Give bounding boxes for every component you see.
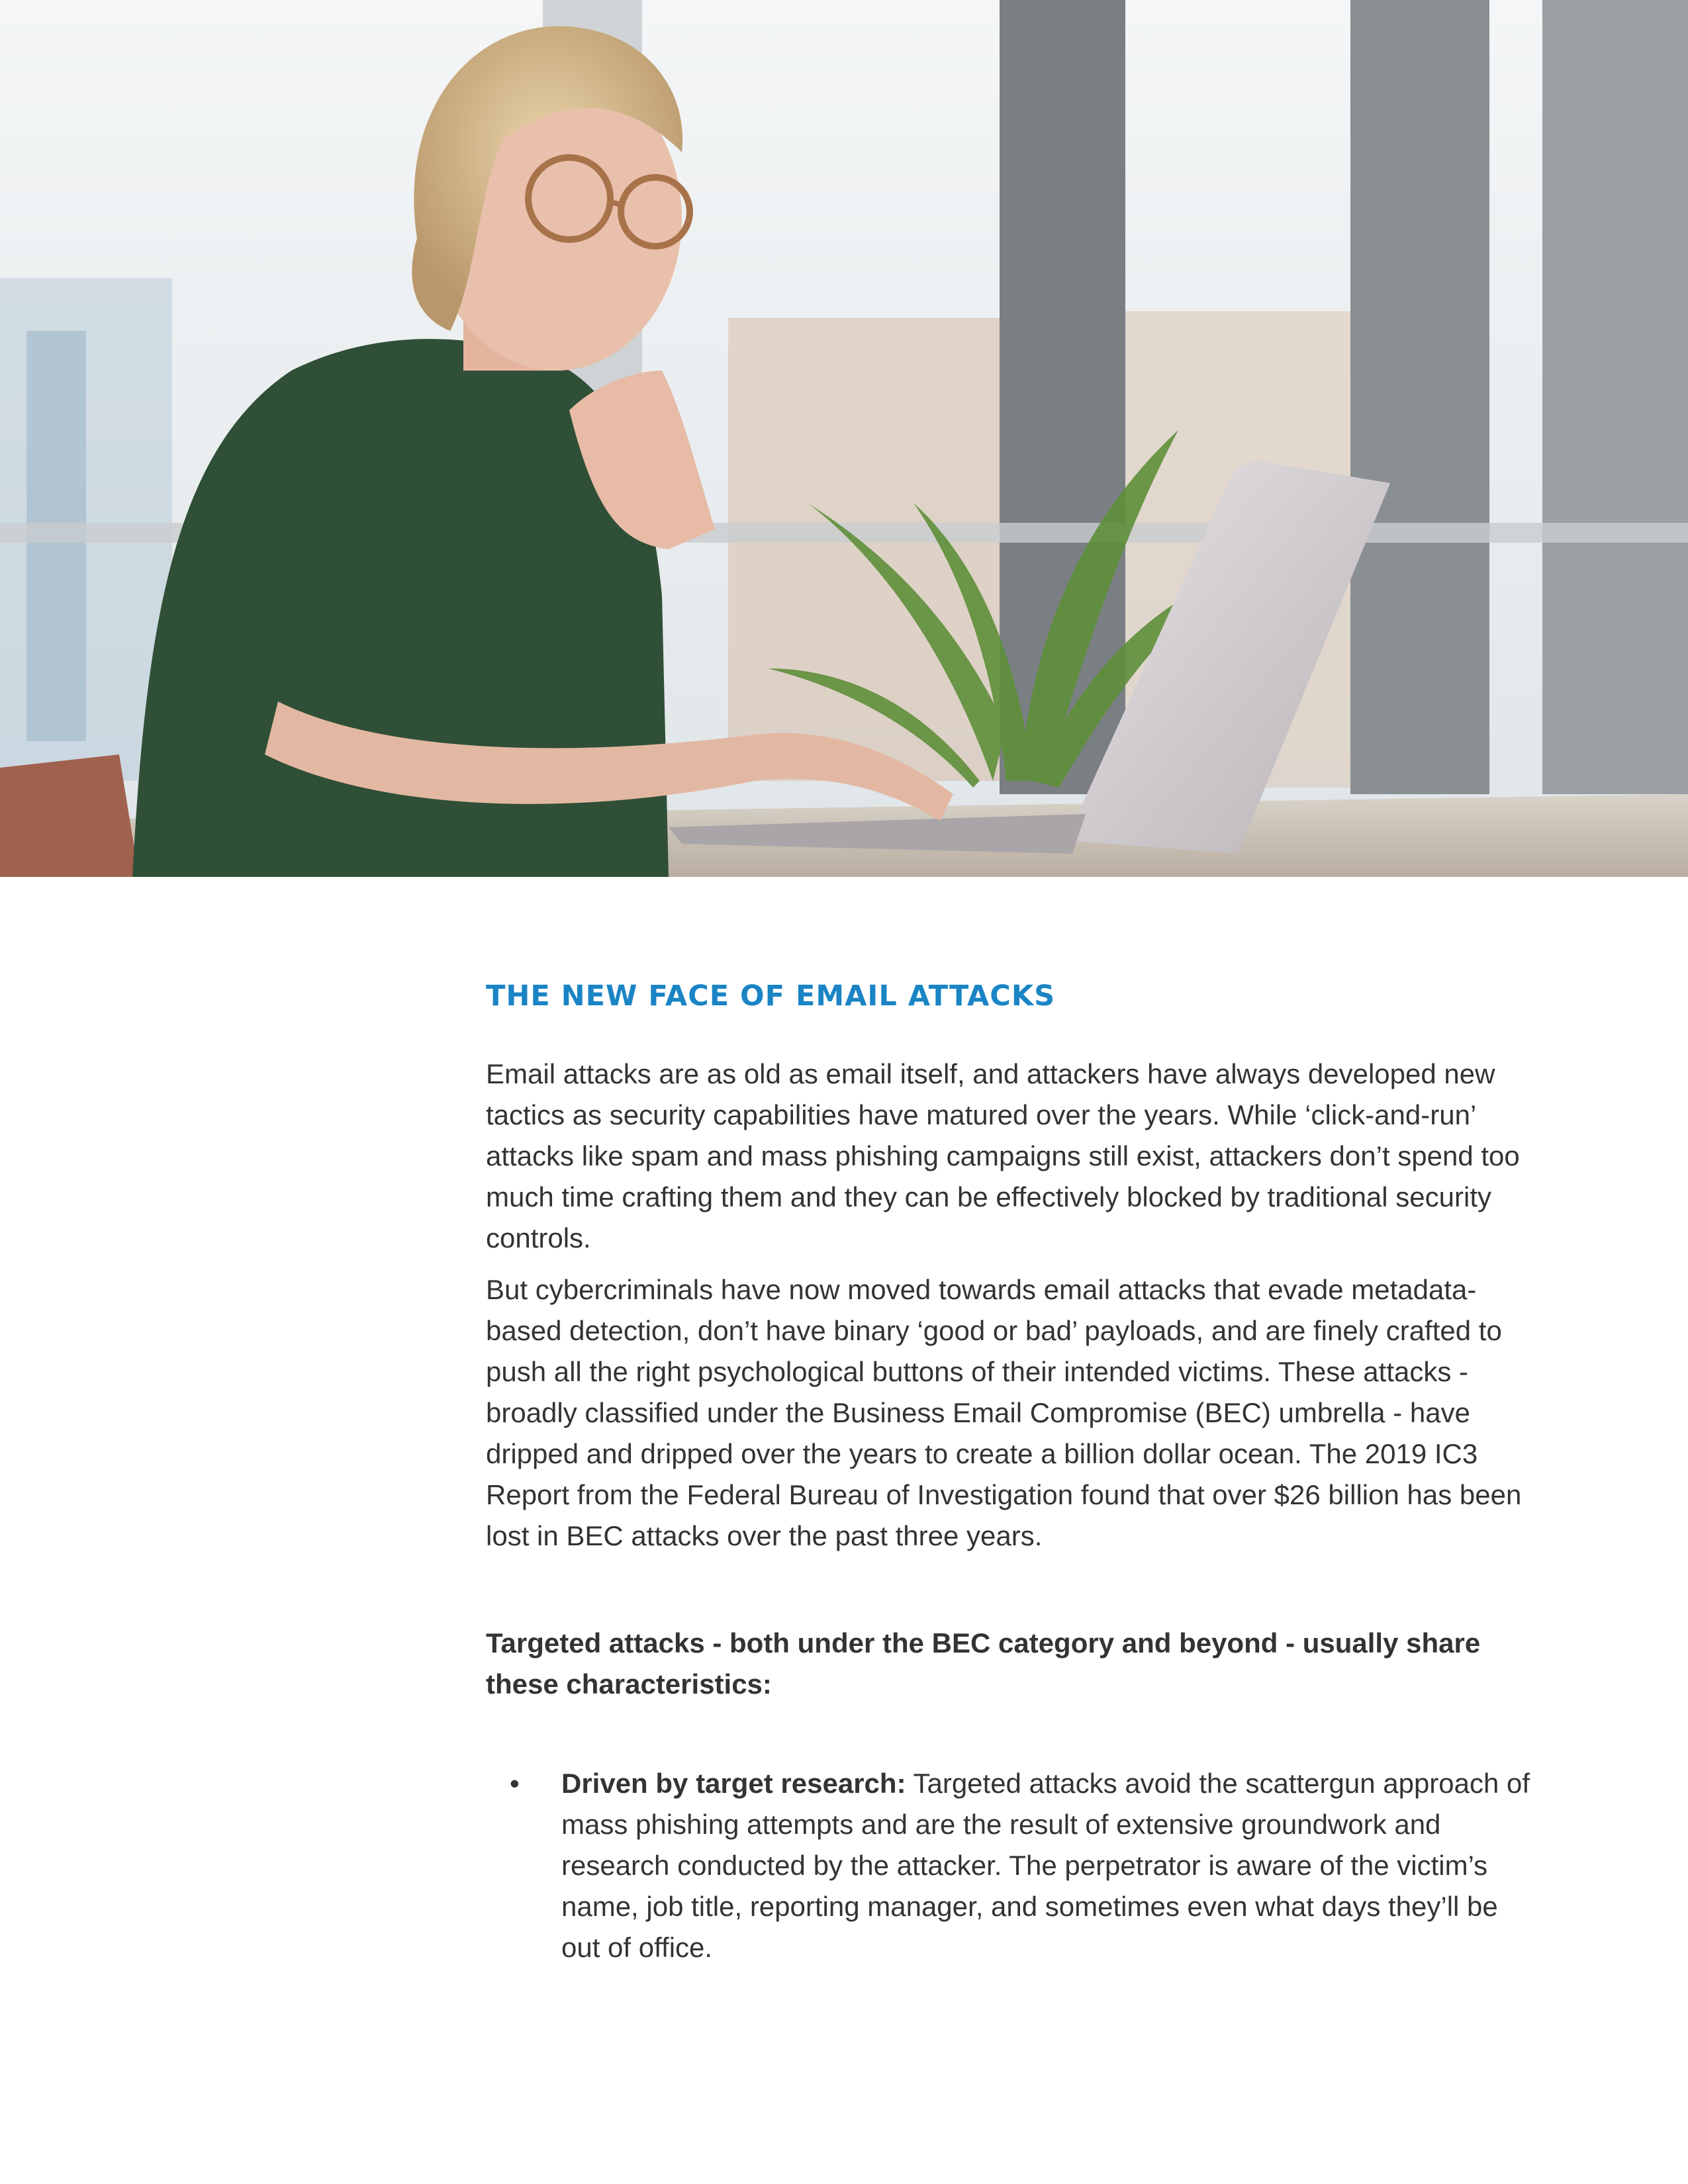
- list-item: [486, 1763, 1538, 1968]
- article-paragraph: Email attacks are as old as email itself, and attackers have always developed new tactics as security capabilities have matured over the years. While ‘click-and-run’ attacks like spam and mass phishing campaigns still exist, attackers don’t spend too much time crafting them and they can be effectively blocked by traditional security controls.: [486, 1058, 1520, 1253]
- hero-photo: [0, 0, 1688, 877]
- bullet-text: Targeted attacks avoid the scattergun approach of mass phishing attempts and are the result of extensive groundwork and research conducted by the attacker. The perpetrator is aware of the victim’s name, job title, reporting manager, and sometimes even what days they’ll be out of office.: [561, 1768, 1530, 1963]
- characteristics-list: [486, 1763, 1538, 1968]
- bullet-icon: •: [510, 1768, 520, 1799]
- characteristics-lead: Targeted attacks - both under the BEC category and beyond - usually share these characteristics:: [486, 1627, 1481, 1700]
- bullet-term: Driven by target research:: [561, 1768, 906, 1799]
- woman-at-laptop-photo: [0, 0, 1688, 877]
- article-paragraph: But cybercriminals have now moved towards email attacks that evade metadata-based detection, don’t have binary ‘good or bad’ payloads, and are finely crafted to push all the right psychological buttons of their intended victims. These attacks - broadly classified under the Business Email Compromise (BEC) umbrella - have dripped and dripped over the years to create a billion dollar ocean. The 2019 IC3 Report from the Federal Bureau of Investigation found that over $26 billion has been lost in BEC attacks over the past three years.: [486, 1274, 1522, 1551]
- article: [486, 979, 1538, 1968]
- article-heading: THE NEW FACE OF EMAIL ATTACKS: [486, 979, 1056, 1013]
